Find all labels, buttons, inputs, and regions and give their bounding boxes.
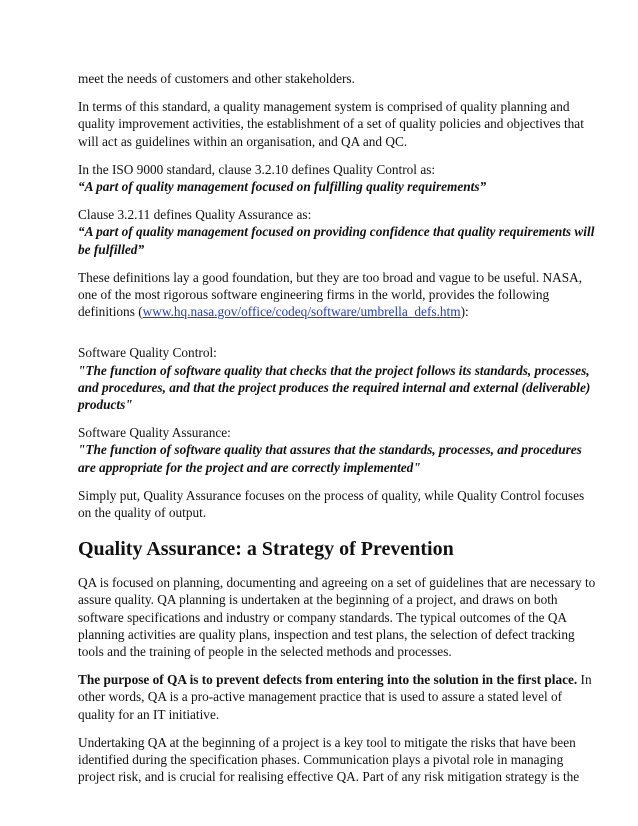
- text-line: software specifications and industry or company standards. The typical outcomes of the QA: [78, 609, 568, 625]
- text-line: These definitions lay a good foundation, but they are too broad and vague to be useful. NASA,: [78, 269, 583, 285]
- sqa-quote: are appropriate for the project and are correctly implemented": [78, 459, 421, 475]
- text-line: quality improvement activities, the establishment of a set of quality policies and objectives that: [78, 116, 584, 132]
- text-line: meet the needs of customers and other stakeholders.: [78, 71, 355, 86]
- text-line: In terms of this standard, a quality management system is comprised of quality planning and: [78, 99, 570, 115]
- text-fragment: In: [577, 672, 592, 688]
- text-line: assure quality. QA planning is undertaken at the beginning of a project, and draws on both: [78, 592, 558, 608]
- sqc-quote: "The function of software quality that checks that the project follows its standards, processes,: [78, 362, 590, 378]
- text-line: tools and the training of people in the selected methods and processes.: [78, 644, 452, 660]
- text-fragment: ):: [460, 304, 469, 320]
- purpose-bold-text: The purpose of QA is to prevent defects from entering into the solution in the first place.: [78, 672, 578, 688]
- paragraph-summary: [78, 487, 585, 521]
- paragraph-qa-purpose: [78, 671, 592, 723]
- paragraph-qms: [78, 98, 584, 150]
- sqc-label: Software Quality Control:: [78, 345, 217, 361]
- paragraph-iso-qc: [78, 161, 580, 195]
- sqa-quote: "The function of software quality that assures that the standards, processes, and procedures: [78, 442, 582, 458]
- sqa-label: Software Quality Assurance:: [78, 425, 231, 441]
- text-fragment: definitions (: [78, 304, 143, 320]
- text-line: will act as guidelines within an organisation, and QA and QC.: [78, 133, 408, 149]
- text-line: identified during the specification phases. Communication plays a pivotal role in managing: [78, 752, 564, 768]
- section-heading: Quality Assurance: a Strategy of Prevention: [78, 538, 454, 561]
- paragraph-nasa: [78, 269, 583, 321]
- paragraph-qa-risk: [78, 734, 580, 786]
- nasa-definitions-link[interactable]: www.hq.nasa.gov/office/codeq/software/umbrella_defs.htm: [142, 304, 461, 320]
- text-line: Simply put, Quality Assurance focuses on the process of quality, while Quality Control focuses: [78, 487, 585, 503]
- text-line: project risk, and is crucial for realising effective QA. Part of any risk mitigation strategy is the: [78, 769, 580, 785]
- text-line: Undertaking QA at the beginning of a project is a key tool to mitigate the risks that have been: [78, 734, 576, 750]
- qa-definition-quote: “A part of quality management focused on providing confidence that quality requirements will: [78, 224, 595, 240]
- paragraph-intro: [78, 70, 580, 87]
- text-line: QA is focused on planning, documenting and agreeing on a set of guidelines that are necessary to: [78, 575, 596, 591]
- text-line: Clause 3.2.11 defines Quality Assurance as:: [78, 207, 312, 223]
- text-line: on the quality of output.: [78, 505, 207, 521]
- paragraph-iso-qa: [78, 206, 595, 258]
- sqc-quote: and procedures, and that the project produces the required internal and external (deliverable): [78, 379, 591, 395]
- text-line: one of the most rigorous software engineering firms in the world, provides the following: [78, 287, 550, 303]
- paragraph-sqc: [78, 344, 591, 413]
- sqc-quote: products": [78, 397, 133, 413]
- text-line: planning activities are quality plans, inspection and test plans, the selection of defect tracking: [78, 626, 575, 642]
- text-line: other words, QA is a pro-active management practice that is used to assure a stated level of: [78, 689, 563, 705]
- paragraph-sqa: [78, 424, 580, 476]
- qa-definition-quote: be fulfilled”: [78, 241, 145, 257]
- qc-definition-quote: “A part of quality management focused on fulfilling quality requirements”: [78, 179, 487, 195]
- paragraph-qa-focus: [78, 574, 596, 660]
- text-line: [78, 303, 580, 320]
- text-line: [78, 671, 592, 688]
- text-line: quality for an IT initiative.: [78, 706, 220, 722]
- text-line: In the ISO 9000 standard, clause 3.2.10 defines Quality Control as:: [78, 161, 436, 177]
